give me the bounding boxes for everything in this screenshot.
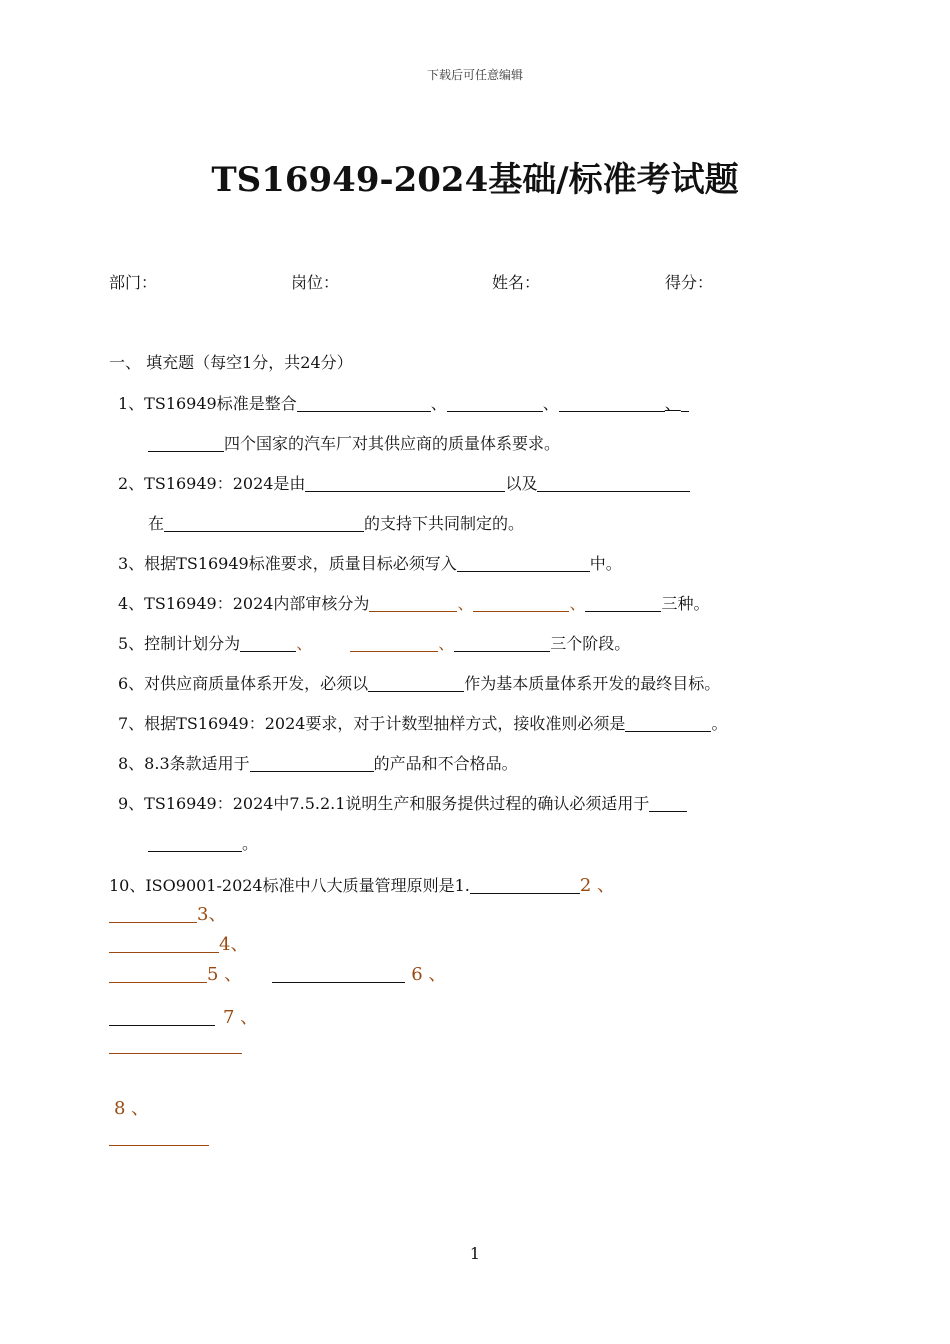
q3-blank[interactable] (457, 555, 590, 572)
q5-blank-3[interactable] (454, 635, 550, 652)
q4-text: 4、TS16949：2024内部审核分为 (118, 594, 370, 613)
q3-text: 3、根据TS16949标准要求，质量目标必须写入 (118, 554, 457, 573)
q6-text: 6、对供应商质量体系开发，必须以 (118, 674, 369, 693)
question-9-line-2 (148, 831, 258, 854)
q10-num-4: 4、 (219, 934, 249, 955)
question-2-line-1 (118, 471, 690, 494)
question-10-line-3 (109, 930, 248, 956)
q2-blank-3[interactable] (164, 515, 364, 532)
q10-num-5: 5 、 (207, 964, 243, 985)
question-5 (118, 631, 630, 654)
question-10-line-6 (109, 1036, 242, 1055)
q10-num-6: 6 、 (411, 964, 447, 985)
question-10-line-1 (109, 871, 615, 897)
q9-blank-2[interactable] (148, 835, 242, 852)
q2-blank-1[interactable] (305, 475, 505, 492)
question-10-line-5 (109, 1003, 258, 1029)
q5-text: 5、控制计划分为 (118, 634, 241, 653)
q10-blank-1[interactable] (470, 877, 580, 894)
q10-num-3: 3、 (197, 904, 227, 925)
q2-text-c: 的支持下共同制定的。 (364, 514, 525, 533)
question-10-line-2 (109, 900, 226, 926)
question-3 (118, 551, 622, 574)
question-10-line-7 (114, 1094, 149, 1120)
q10-blank-7[interactable] (109, 1037, 242, 1054)
score-label: 得分： (665, 273, 714, 292)
q2-text-b: 在 (148, 514, 165, 533)
q9-text: 9、TS16949：2024中7.5.2.1说明生产和服务提供过程的确认必须适用于 (118, 794, 650, 813)
q2-text: 2、TS16949：2024是由 (118, 474, 306, 493)
q10-blank-5[interactable] (272, 966, 405, 983)
q1-sep: 、 (430, 394, 447, 413)
q8-text: 8、8.3条款适用于 (118, 754, 250, 773)
question-6 (118, 671, 720, 694)
q10-blank-8[interactable] (109, 1129, 209, 1146)
question-10-line-8 (109, 1128, 209, 1147)
name-label: 姓名： (492, 273, 541, 292)
q1-blank-tail (681, 395, 689, 412)
q2-blank-2[interactable] (537, 475, 690, 492)
q1-sep: 、 (542, 394, 559, 413)
question-2-line-2 (148, 511, 524, 534)
q1-text-2: 四个国家的汽车厂对其供应商的质量体系要求。 (224, 434, 561, 453)
q4-sep: 、 (457, 594, 474, 613)
q4-blank-1[interactable] (369, 595, 457, 612)
q5-blank-2[interactable] (350, 635, 438, 652)
q8-text-b: 的产品和不合格品。 (373, 754, 518, 773)
question-4 (118, 591, 709, 614)
q4-text-b: 三种。 (661, 594, 710, 613)
page-title: TS16949-2024基础/标准考试题 (211, 160, 739, 200)
question-1-line-2 (148, 431, 560, 454)
q4-blank-2[interactable] (473, 595, 569, 612)
q7-text: 7、根据TS16949：2024要求，对于计数型抽样方式，接收准则必须是 (118, 714, 626, 733)
q7-text-b: 。 (711, 714, 728, 733)
question-8 (118, 751, 518, 774)
q7-blank[interactable] (625, 715, 711, 732)
q10-num-2: 2 、 (579, 875, 616, 896)
q1-blank-3[interactable] (559, 395, 665, 412)
dept-label: 部门： (109, 273, 158, 292)
header-note: 下载后可任意编辑 (426, 68, 523, 82)
q2-text-mid: 以及 (505, 474, 538, 493)
q5-blank-1[interactable] (240, 635, 296, 652)
q1-blank-4[interactable] (148, 435, 224, 452)
post-label: 岗位： (291, 273, 340, 292)
q9-blank-1[interactable] (649, 795, 687, 812)
q10-blank-2[interactable] (109, 906, 197, 923)
q1-sep: 、 (664, 394, 681, 413)
q4-blank-3[interactable] (585, 595, 661, 612)
q5-sep: 、 (296, 634, 313, 653)
q10-blank-6[interactable] (109, 1009, 215, 1026)
q1-blank-2[interactable] (447, 395, 543, 412)
q10-blank-4[interactable] (109, 966, 207, 983)
q5-text-b: 三个阶段。 (550, 634, 631, 653)
q6-blank[interactable] (368, 675, 464, 692)
q1-blank-1[interactable] (297, 395, 431, 412)
q5-sep: 、 (438, 634, 455, 653)
q10-num-8: 8 、 (114, 1098, 150, 1119)
q10-blank-3[interactable] (109, 936, 219, 953)
q10-num-7: 7 、 (223, 1007, 259, 1028)
page-number: 1 (469, 1244, 481, 1263)
q6-text-b: 作为基本质量体系开发的最终目标。 (464, 674, 721, 693)
section-heading: 一、 填充题（每空1分，共24分） (109, 353, 353, 372)
q10-text: 10、ISO9001-2024标准中八大质量管理原则是1. (109, 876, 470, 895)
q4-sep: 、 (569, 594, 586, 613)
q1-text: 1、TS16949标准是整合 (118, 394, 297, 413)
q9-text-b: 。 (242, 834, 259, 853)
question-9-line-1 (118, 791, 687, 814)
q8-blank[interactable] (250, 755, 374, 772)
question-10-line-4 (109, 960, 446, 986)
question-7 (118, 711, 727, 734)
q3-text-b: 中。 (589, 554, 622, 573)
question-1-line-1 (118, 391, 689, 414)
